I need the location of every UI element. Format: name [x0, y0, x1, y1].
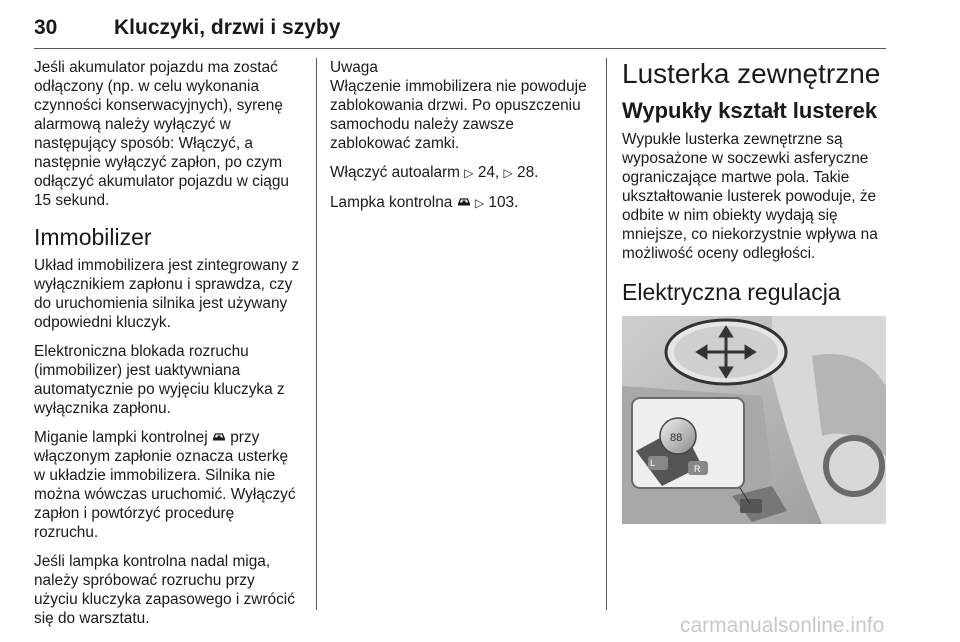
- subsection-title: Wypukły kształt lusterek: [622, 98, 878, 123]
- column-middle: [330, 58, 592, 223]
- svg-text:88: 88: [670, 432, 683, 444]
- paragraph: Jeśli lampka kontrolna nadal miga, należy spróbować rozruchu przy użyciu kluczyka zapasowego i zwrócić się do warsztatu.: [34, 553, 295, 627]
- right-mirror-label: R: [694, 464, 701, 474]
- column-right: [622, 58, 890, 311]
- page-ref-link[interactable]: 24,: [477, 164, 500, 181]
- note-text: Włączenie immobilizera nie powoduje zablokowania drzwi. Po opuszczeniu samochodu należy zawsze zablokować zamki.: [330, 78, 587, 152]
- column-left: [34, 58, 302, 638]
- lamp-reference: Lampka kontrolna ▷ 103.: [330, 194, 519, 211]
- left-mirror-label: L: [650, 458, 656, 468]
- note-title: Uwaga: [330, 59, 378, 76]
- page-ref-arrow-icon: ▷: [503, 166, 513, 180]
- page-ref-arrow-icon: ▷: [474, 196, 485, 210]
- section-heading: Elektryczna regulacja: [622, 279, 841, 305]
- page-number: 30: [34, 16, 58, 39]
- section-heading: Immobilizer: [34, 224, 152, 250]
- column-divider: [606, 58, 607, 610]
- paragraph-text: Miganie lampki kontrolnej: [34, 429, 208, 446]
- mirror-control-illustration: [622, 316, 886, 524]
- section-title: Lusterka zewnętrzne: [622, 58, 881, 89]
- page-header: [34, 8, 886, 48]
- car-lock-icon: [212, 428, 226, 447]
- header-rule: [34, 48, 886, 49]
- paragraph: Jeśli akumulator pojazdu ma zostać odłączony (np. w celu wykonania czynności konserwacyjnych), syrenę alarmową należy wyłączyć w następujący sposób: Włączyć, a następnie wyłączyć zapłon, po czym odłączyć akumulator pojazdu w ciągu 15 sekund.: [34, 59, 289, 209]
- column-divider: [316, 58, 317, 610]
- page-ref-link[interactable]: 103.: [488, 194, 519, 211]
- watermark: carmanualsonline.info: [680, 614, 885, 637]
- page-ref-arrow-icon: ▷: [464, 166, 474, 180]
- paragraph: Układ immobilizera jest zintegrowany z wyłącznikiem zapłonu i sprawdza, czy do uruchomienia silnika jest używany odpowiedni kluczyk.: [34, 257, 300, 331]
- alarm-reference: Włączyć autoalarm ▷ 24, ▷ 28.: [330, 164, 539, 181]
- page-ref-link[interactable]: 28.: [517, 164, 539, 181]
- paragraph-text: przy włączonym zapłonie oznacza usterkę w układzie immobilizera. Silnika nie można wówczas uruchomić. Wyłączyć zapłon i powtórzyć procedurę rozruchu.: [34, 429, 296, 541]
- car-lock-icon: [457, 193, 471, 212]
- paragraph: [34, 428, 302, 542]
- paragraph: Wypukłe lusterka zewnętrzne są wyposażone w soczewki asferyczne ograniczające martwe pola. Takie ukształtowanie lusterek powoduje, że odbite w nim obiekty wydają się mniejsze, co niekorzystnie wpływa na możliwość oceny odległości.: [622, 131, 878, 262]
- chapter-title: Kluczyki, drzwi i szyby: [114, 16, 341, 39]
- paragraph: Elektroniczna blokada rozruchu (immobilizer) jest uaktywniana automatycznie po wyjęciu kluczyka z wyłącznika zapłonu.: [34, 343, 285, 417]
